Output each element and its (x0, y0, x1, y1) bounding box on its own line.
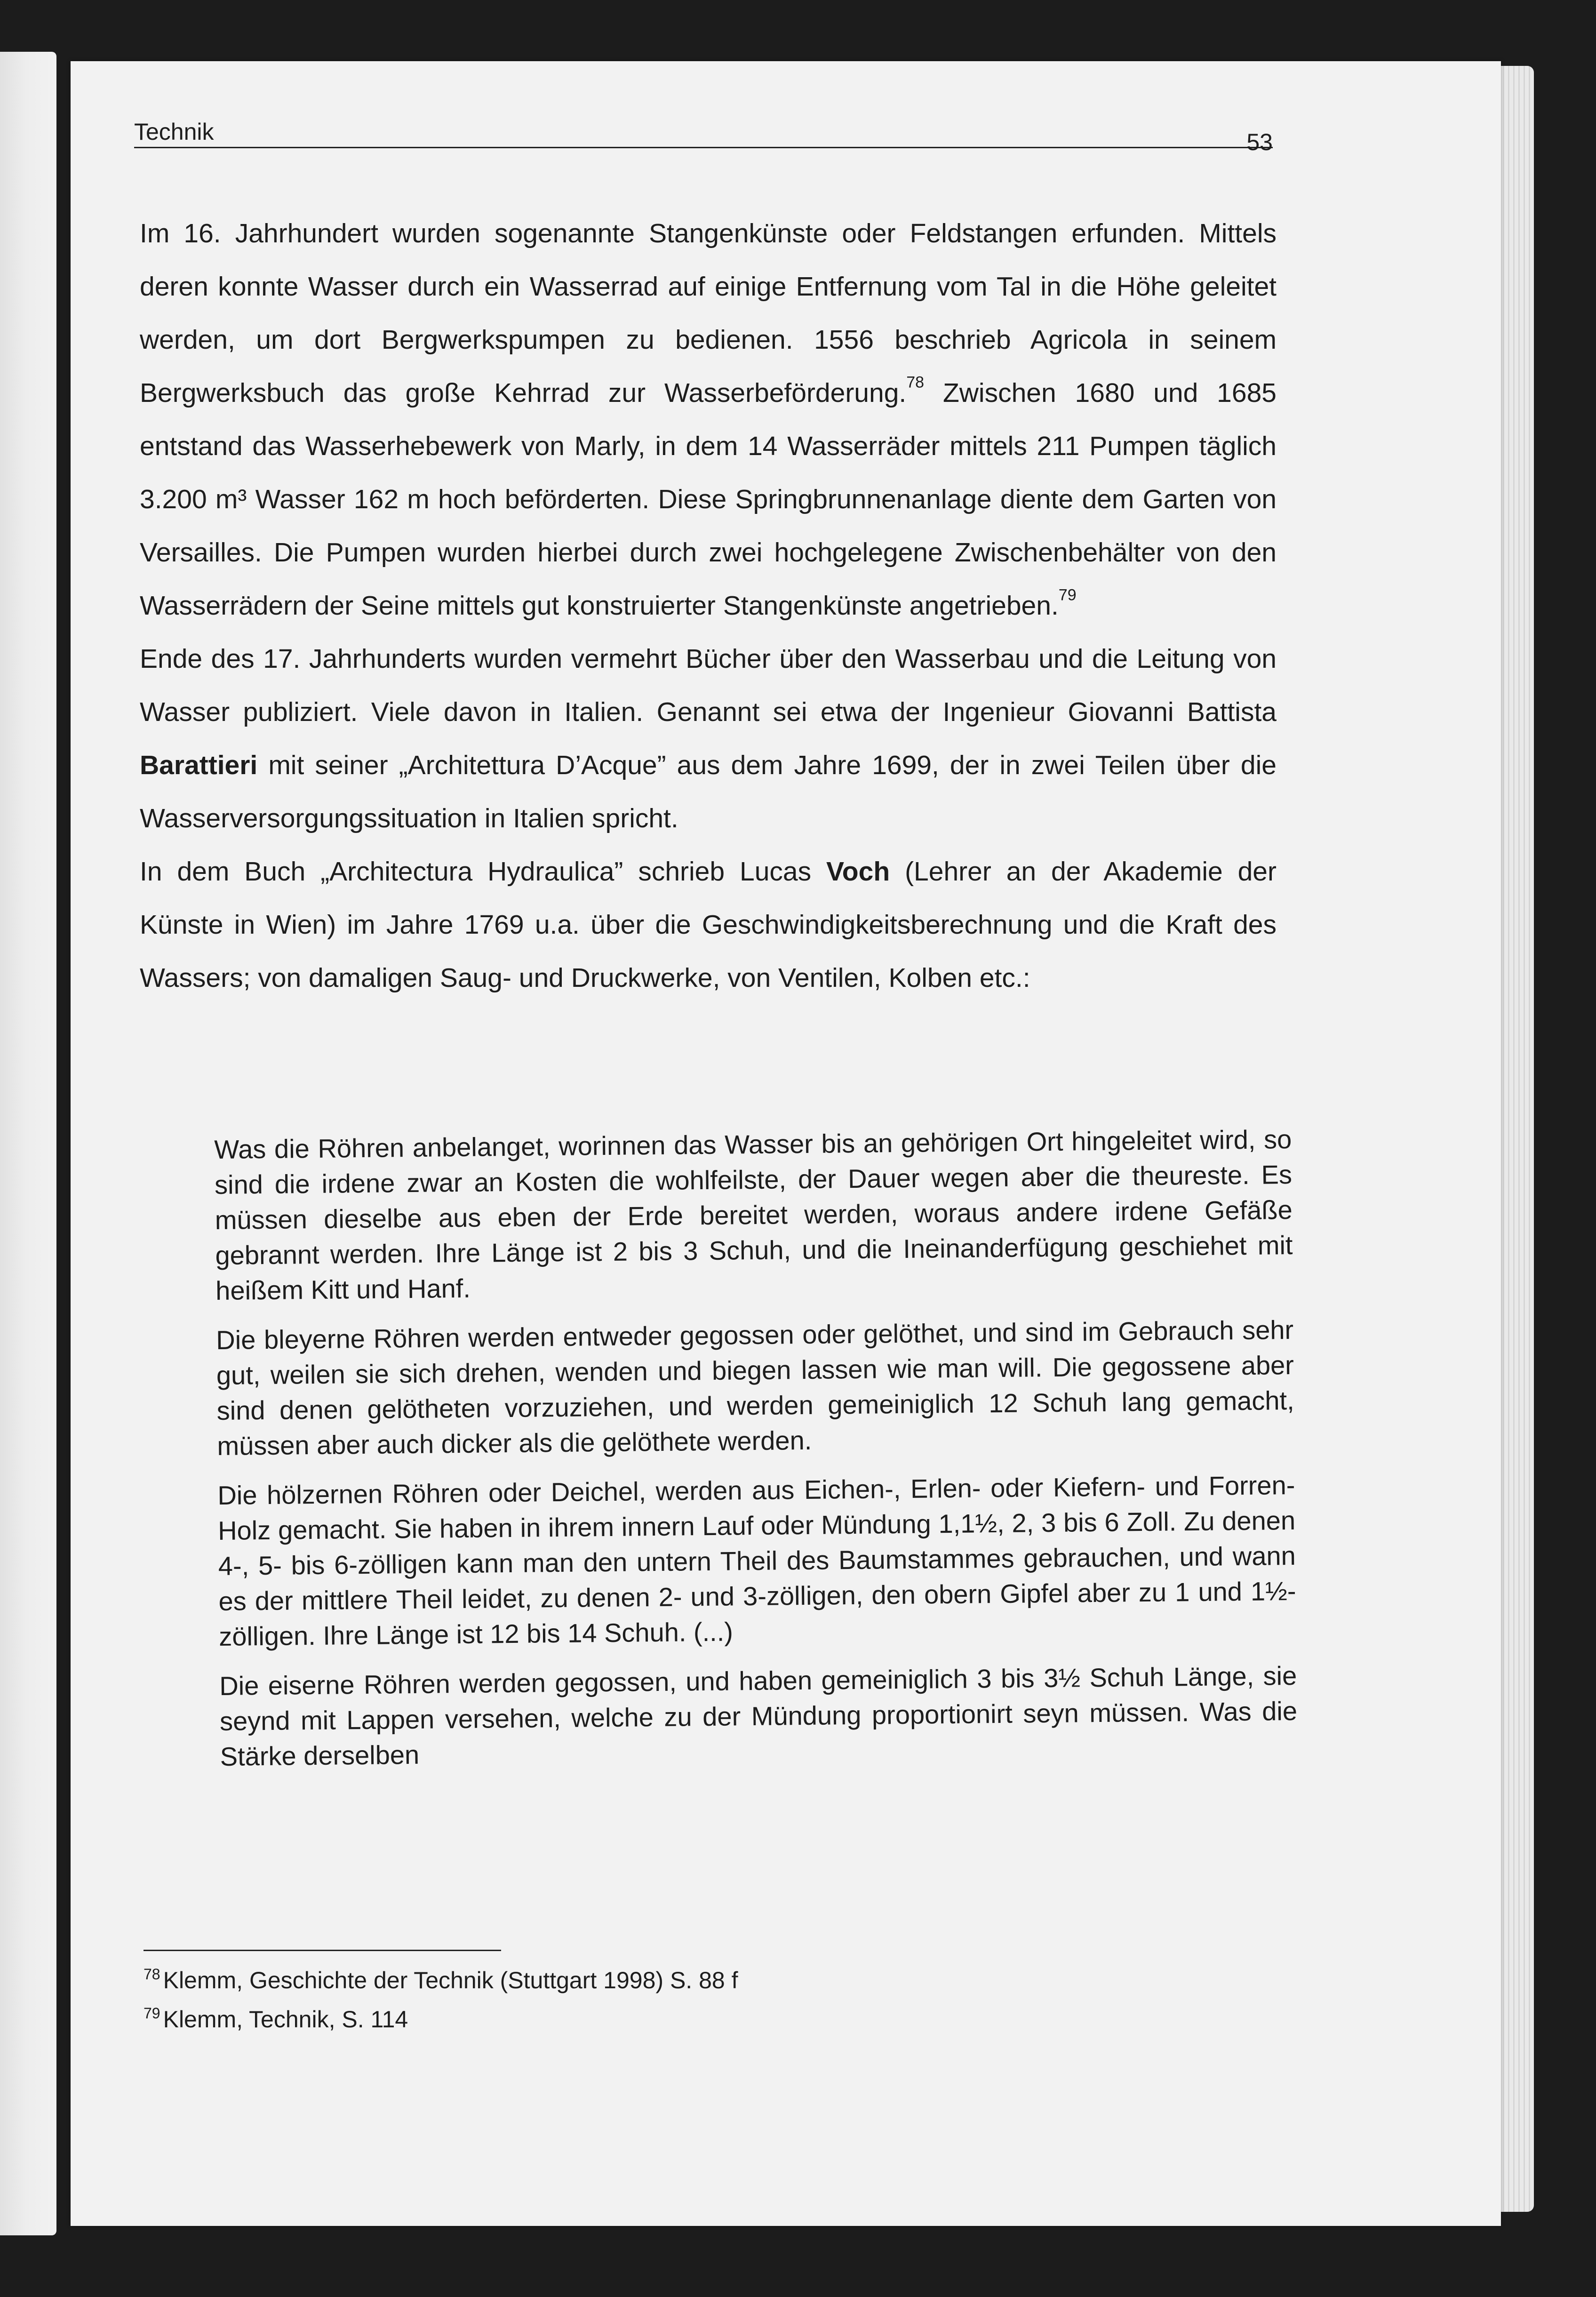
paragraph-3-part-a: In dem Buch „Architectura Hydraulica” schrieb Lucas (140, 856, 827, 887)
footnote-separator (144, 1950, 501, 1951)
body-text (140, 207, 1277, 1005)
paragraph-3-part-b: (Lehrer an der Akademie der Künste in Wien) im Jahre 1769 u.a. über die Geschwindigkeitsberechnung und die Kraft des Wassers; von damaligen Saug- und Druckwerke, von Ventilen, Kolben etc.: (140, 856, 1277, 993)
block-quote (214, 1121, 1298, 1788)
footnote-79-text: Klemm, Technik, S. 114 (163, 2006, 408, 2033)
quote-paragraph-3: Die hölzernen Röhren oder Deichel, werden aus Eichen-, Erlen- oder Kiefern- und Forren-Holz gemacht. Sie haben in ihrem innern Lauf oder Mündung 1,1½, 2, 3 bis 6 Zoll. Zu denen 4-, 5- bis 6-zölligen kann man den untern Theil des Baumstammes gebrauchen, und wann es der mittlere Theil leidet, zu denen 2- und 3-zölligen, den obern Gipfel aber zu 1 und 1½-zölligen. Ihre Länge ist 12 bis 14 Schuh. (...) (217, 1470, 1296, 1651)
footnote-79-number: 79 (144, 2005, 160, 2022)
quote-paragraph-2: Die bleyerne Röhren werden entweder gegossen oder gelöthet, und sind im Gebrauch sehr gut, weilen sie sich drehen, wenden und biegen lassen wie man will. Die gegossene aber sind denen gelötheten vorzuziehen, und werden gemeiniglich 12 Schuh lang gemacht, müssen aber auch dicker als die gelöthete werden. (215, 1314, 1294, 1461)
paragraph-2-part-b: mit seiner „Architettura D’Acque” aus dem Jahre 1699, der in zwei Teilen über die Wasserversorgungssituation in Italien spricht. (140, 750, 1277, 833)
paragraph-1-part-b: Zwischen 1680 und 1685 entstand das Wasserhebewerk von Marly, in dem 14 Wasserräder mittels 211 Pumpen täglich 3.200 m³ Wasser 162 m hoch beförderten. Diese Springbrunnenanlage diente dem Garten von Versailles. Die Pumpen wurden hierbei durch zwei hochgelegene Zwischenbehälter von den Wasserrädern der Seine mittels gut konstruierter Stangenkünste angetrieben. (140, 378, 1277, 621)
header-title: Technik (134, 119, 214, 145)
paragraph-1-part-a: Im 16. Jahrhundert wurden sogenannte Stangenkünste oder Feldstangen erfunden. Mittels deren konnte Wasser durch ein Wasserrad auf einige Entfernung vom Tal in die Höhe geleitet werden, um dort Bergwerkspumpen zu bedienen. 1556 beschrieb Agricola in seinem Bergwerksbuch das große Kehrrad zur Wasserbeförderung. (140, 218, 1277, 408)
facing-page-edge (0, 52, 56, 2235)
name-voch: Voch (826, 856, 890, 887)
footnote-ref-78: 78 (906, 373, 925, 392)
footnotes (144, 1958, 990, 2036)
running-header (134, 118, 1273, 155)
footnote-78 (144, 1958, 990, 1997)
footnote-78-text: Klemm, Geschichte der Technik (Stuttgart 1998) S. 88 f (163, 1967, 738, 1994)
page-number: 53 (1246, 129, 1273, 155)
paragraph-3 (140, 845, 1277, 1005)
footnote-ref-79: 79 (1058, 586, 1077, 604)
paragraph-2-part-a: Ende des 17. Jahrhunderts wurden vermehrt Bücher über den Wasserbau und die Leitung von Wasser publiziert. Viele davon in Italien. Genannt sei etwa der Ingenieur Giovanni Battista (140, 644, 1277, 727)
quote-paragraph-4: Die eiserne Röhren werden gegossen, und haben gemeiniglich 3 bis 3½ Schuh Länge, sie seynd mit Lappen versehen, welche zu der Mündung proportionirt seyn müssen. Was die Stärke derselben (219, 1660, 1298, 1771)
paragraph-1 (140, 207, 1277, 632)
quote-paragraph-1: Was die Röhren anbelanget, worinnen das Wasser bis an gehörigen Ort hingeleitet wird, so sind die irdene zwar an Kosten die wohlfeilste, der Dauer wegen aber die theureste. Es müssen dieselbe aus eben der Erde bereitet werden, woraus andere irdene Gefäße gebrannt werden. Ihre Länge ist 2 bis 3 Schuh, und die Ineinanderfügung geschiehet mit heißem Kitt und Hanf. (214, 1124, 1293, 1305)
footnote-79 (144, 1997, 990, 2036)
footnote-78-number: 78 (144, 1966, 160, 1983)
name-barattieri: Barattieri (140, 750, 258, 780)
paragraph-2 (140, 632, 1277, 845)
